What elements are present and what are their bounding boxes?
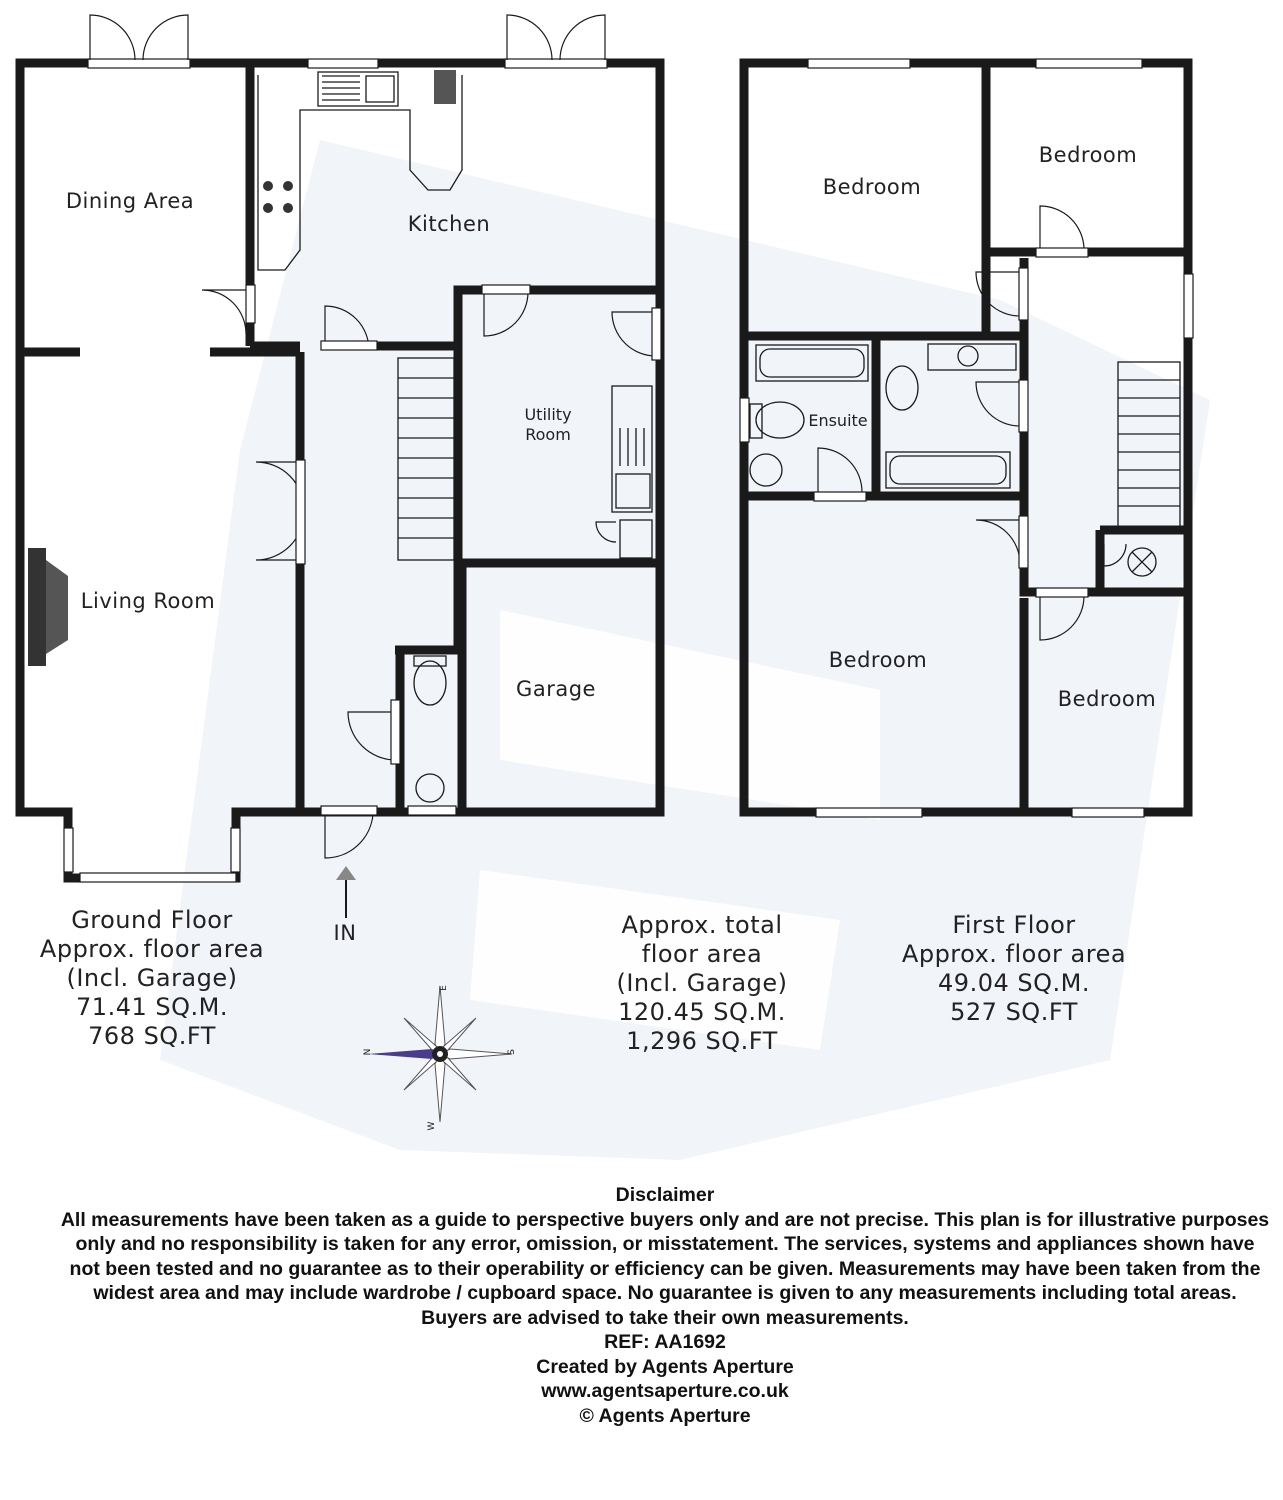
room-label-bedroom-1: Bedroom bbox=[822, 175, 922, 199]
svg-text:(Incl. Garage): (Incl. Garage) bbox=[616, 969, 788, 997]
svg-text:527 SQ.FT: 527 SQ.FT bbox=[950, 998, 1078, 1026]
compass-n: N bbox=[363, 1048, 373, 1056]
room-label-dining-area: Dining Area bbox=[65, 189, 195, 213]
svg-text:(Incl. Garage): (Incl. Garage) bbox=[66, 964, 238, 992]
entrance-label: IN bbox=[333, 921, 357, 945]
room-label-garage: Garage bbox=[516, 677, 596, 701]
svg-text:floor area: floor area bbox=[641, 940, 763, 968]
svg-text:First Floor: First Floor bbox=[952, 911, 1076, 939]
disclaimer-heading: Disclaimer bbox=[615, 1184, 715, 1206]
hob-icon bbox=[263, 181, 293, 213]
svg-text:Approx. floor area: Approx. floor area bbox=[39, 935, 265, 963]
svg-text:Ground Floor: Ground Floor bbox=[71, 906, 233, 934]
svg-text:768 SQ.FT: 768 SQ.FT bbox=[88, 1022, 216, 1050]
compass-w: W bbox=[427, 1121, 437, 1131]
room-label-bedroom-2: Bedroom bbox=[1038, 143, 1138, 167]
disclaimer-body: All measurements have been taken as a guide to perspective buyers only and are not precise. This plan is for illustrative purposes only and no responsibility is taken for any error, omission, or misstatement. The services, systems and appliances shown have not been tested and no guarantee as to their operability or efficiency can be given. Measurements may have been taken from the widest area and may include wardrobe / cupboard space. No guarantee is given to any measurements including total areas. Buyers are advised to take their own measurements. bbox=[60, 1208, 1270, 1329]
room-label-ensuite: Ensuite bbox=[808, 411, 868, 430]
svg-text:Approx. total: Approx. total bbox=[621, 911, 783, 939]
svg-text:120.45 SQ.M.: 120.45 SQ.M. bbox=[618, 998, 786, 1026]
svg-text:49.04 SQ.M.: 49.04 SQ.M. bbox=[938, 969, 1090, 997]
compass-e: E bbox=[439, 985, 449, 991]
svg-text:Approx. floor area: Approx. floor area bbox=[901, 940, 1127, 968]
copyright: © Agents Aperture bbox=[579, 1404, 751, 1427]
room-label-utility-line1: Utility bbox=[524, 405, 572, 424]
disclaimer-block bbox=[60, 1183, 1283, 1428]
room-label-kitchen: Kitchen bbox=[407, 212, 491, 236]
svg-text:1,296 SQ.FT: 1,296 SQ.FT bbox=[626, 1027, 778, 1055]
room-label-utility-line2: Room bbox=[525, 425, 571, 444]
room-label-living-room: Living Room bbox=[80, 589, 216, 613]
svg-text:71.41 SQ.M.: 71.41 SQ.M. bbox=[76, 993, 228, 1021]
room-label-bedroom-3: Bedroom bbox=[828, 648, 928, 672]
website-link[interactable]: www.agentsaperture.co.uk bbox=[541, 1380, 789, 1402]
total-area-summary bbox=[616, 911, 787, 1055]
room-label-bedroom-4: Bedroom bbox=[1057, 687, 1157, 711]
compass-s: S bbox=[507, 1049, 517, 1055]
created-by: Created by Agents Aperture bbox=[536, 1355, 794, 1378]
reference-number: REF: AA1692 bbox=[604, 1331, 726, 1353]
